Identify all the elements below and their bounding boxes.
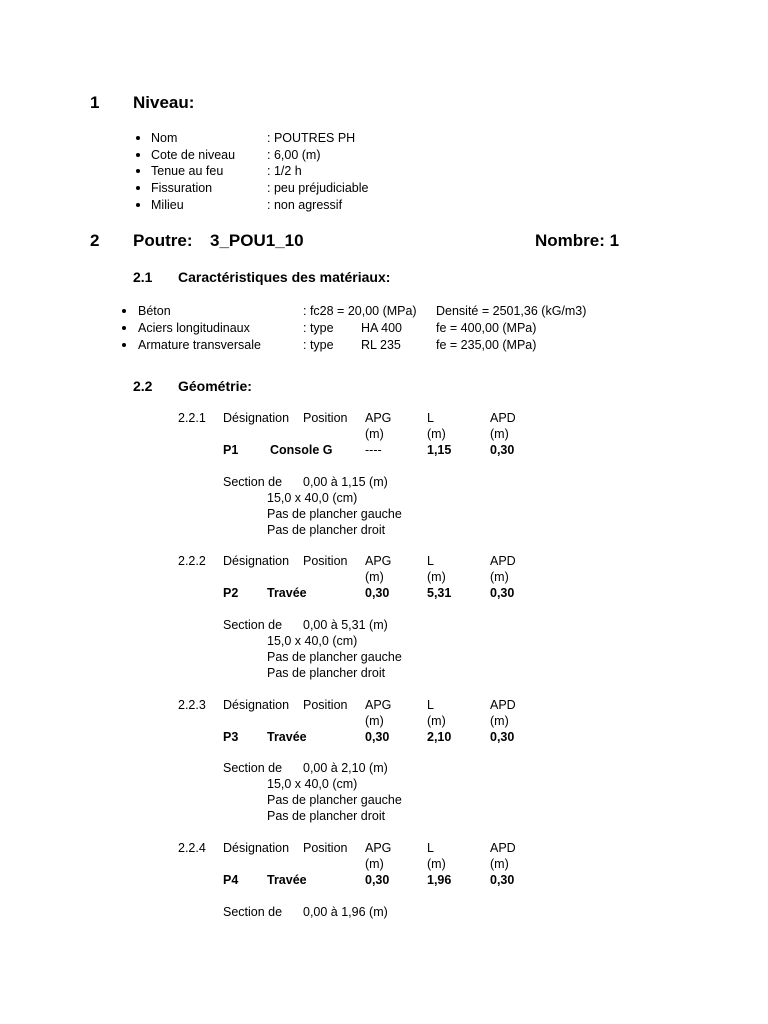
- unit-l: (m): [427, 857, 446, 871]
- header-l: L: [427, 841, 434, 855]
- unit-l: (m): [427, 570, 446, 584]
- right-slab: Pas de plancher droit: [267, 523, 386, 537]
- header-designation: Désignation: [223, 411, 290, 425]
- section-1-number: 1: [90, 93, 100, 112]
- material-property: fe = 235,00 (MPa): [436, 338, 537, 352]
- unit-apd: (m): [490, 857, 509, 871]
- section-label: Section de: [223, 761, 283, 775]
- header-apd: APD: [490, 554, 516, 568]
- header-apd: APD: [490, 411, 516, 425]
- bullet: [136, 203, 140, 207]
- span-length: 2,10: [427, 730, 452, 744]
- material-spec: : fc28 = 20,00 (MPa): [303, 304, 417, 318]
- material-label: Aciers longitudinaux: [138, 321, 250, 335]
- bullet: [136, 169, 140, 173]
- section-2-title: Poutre:: [133, 231, 193, 250]
- header-apd: APD: [490, 698, 516, 712]
- bullet: [122, 326, 126, 330]
- span-apd: 0,30: [490, 730, 515, 744]
- niveau-value: : POUTRES PH: [267, 131, 356, 145]
- span-position: Travée: [267, 586, 307, 600]
- span-position: Travée: [267, 873, 307, 887]
- left-slab: Pas de plancher gauche: [267, 650, 402, 664]
- niveau-label: Nom: [151, 131, 178, 145]
- header-apg: APG: [365, 841, 392, 855]
- bullet: [122, 309, 126, 313]
- niveau-value: : non agressif: [267, 198, 343, 212]
- bullet: [136, 136, 140, 140]
- span-name: P1: [223, 443, 239, 457]
- header-l: L: [427, 554, 434, 568]
- unit-apg: (m): [365, 427, 384, 441]
- material-label: Armature transversale: [138, 338, 261, 352]
- header-l: L: [427, 411, 434, 425]
- unit-l: (m): [427, 714, 446, 728]
- beam-name: 3_POU1_10: [210, 231, 304, 250]
- header-position: Position: [303, 554, 348, 568]
- unit-apd: (m): [490, 427, 509, 441]
- span-apg: 0,30: [365, 586, 390, 600]
- span-apg: 0,30: [365, 730, 390, 744]
- span-name: P3: [223, 730, 239, 744]
- header-designation: Désignation: [223, 841, 290, 855]
- span-apd: 0,30: [490, 586, 515, 600]
- section-label: Section de: [223, 475, 283, 489]
- section-2-number: 2: [90, 231, 100, 250]
- left-slab: Pas de plancher gauche: [267, 507, 402, 521]
- header-designation: Désignation: [223, 698, 290, 712]
- span-length: 1,96: [427, 873, 452, 887]
- material-type: HA 400: [361, 321, 403, 335]
- niveau-label: Tenue au feu: [151, 164, 224, 178]
- niveau-value: : 6,00 (m): [267, 148, 321, 162]
- material-spec: : type: [303, 321, 334, 335]
- section-dimensions: 15,0 x 40,0 (cm): [267, 634, 358, 648]
- section-label: Section de: [223, 618, 283, 632]
- span-apd: 0,30: [490, 443, 515, 457]
- span-name: P2: [223, 586, 239, 600]
- subsection-number: 2.1: [133, 269, 153, 285]
- span-position: Travée: [267, 730, 307, 744]
- span-number: 2.2.1: [178, 411, 206, 425]
- bullet: [136, 186, 140, 190]
- header-l: L: [427, 698, 434, 712]
- niveau-value: : 1/2 h: [267, 164, 302, 178]
- niveau-label: Fissuration: [151, 181, 213, 195]
- span-apg: ----: [365, 443, 382, 457]
- header-apg: APG: [365, 554, 392, 568]
- header-apg: APG: [365, 411, 392, 425]
- niveau-label: Cote de niveau: [151, 148, 236, 162]
- subsection-number: 2.2: [133, 378, 153, 394]
- left-slab: Pas de plancher gauche: [267, 793, 402, 807]
- unit-apd: (m): [490, 570, 509, 584]
- span-number: 2.2.3: [178, 698, 206, 712]
- header-apd: APD: [490, 841, 516, 855]
- right-slab: Pas de plancher droit: [267, 809, 386, 823]
- span-number: 2.2.4: [178, 841, 206, 855]
- bullet: [136, 153, 140, 157]
- section-range: 0,00 à 5,31 (m): [303, 618, 388, 632]
- span-apg: 0,30: [365, 873, 390, 887]
- material-label: Béton: [138, 304, 171, 318]
- section-range: 0,00 à 1,96 (m): [303, 905, 388, 919]
- unit-apg: (m): [365, 714, 384, 728]
- section-dimensions: 15,0 x 40,0 (cm): [267, 777, 358, 791]
- material-property: Densité = 2501,36 (kG/m3): [436, 304, 587, 318]
- span-apd: 0,30: [490, 873, 515, 887]
- unit-apd: (m): [490, 714, 509, 728]
- unit-l: (m): [427, 427, 446, 441]
- section-range: 0,00 à 1,15 (m): [303, 475, 388, 489]
- header-position: Position: [303, 698, 348, 712]
- niveau-value: : peu préjudiciable: [267, 181, 369, 195]
- niveau-label: Milieu: [151, 198, 184, 212]
- header-designation: Désignation: [223, 554, 290, 568]
- section-label: Section de: [223, 905, 283, 919]
- subsection-title: Géométrie:: [178, 378, 252, 394]
- section-1-title: Niveau:: [133, 93, 195, 112]
- material-property: fe = 400,00 (MPa): [436, 321, 537, 335]
- header-position: Position: [303, 411, 348, 425]
- header-apg: APG: [365, 698, 392, 712]
- bullet: [122, 343, 126, 347]
- span-length: 5,31: [427, 586, 452, 600]
- right-slab: Pas de plancher droit: [267, 666, 386, 680]
- material-spec: : type: [303, 338, 334, 352]
- section-range: 0,00 à 2,10 (m): [303, 761, 388, 775]
- subsection-title: Caractéristiques des matériaux:: [178, 269, 391, 285]
- span-position: Console G: [270, 443, 333, 457]
- span-name: P4: [223, 873, 239, 887]
- unit-apg: (m): [365, 857, 384, 871]
- material-type: RL 235: [361, 338, 401, 352]
- beam-count: Nombre: 1: [535, 231, 620, 250]
- section-dimensions: 15,0 x 40,0 (cm): [267, 491, 358, 505]
- span-number: 2.2.2: [178, 554, 206, 568]
- header-position: Position: [303, 841, 348, 855]
- span-length: 1,15: [427, 443, 452, 457]
- unit-apg: (m): [365, 570, 384, 584]
